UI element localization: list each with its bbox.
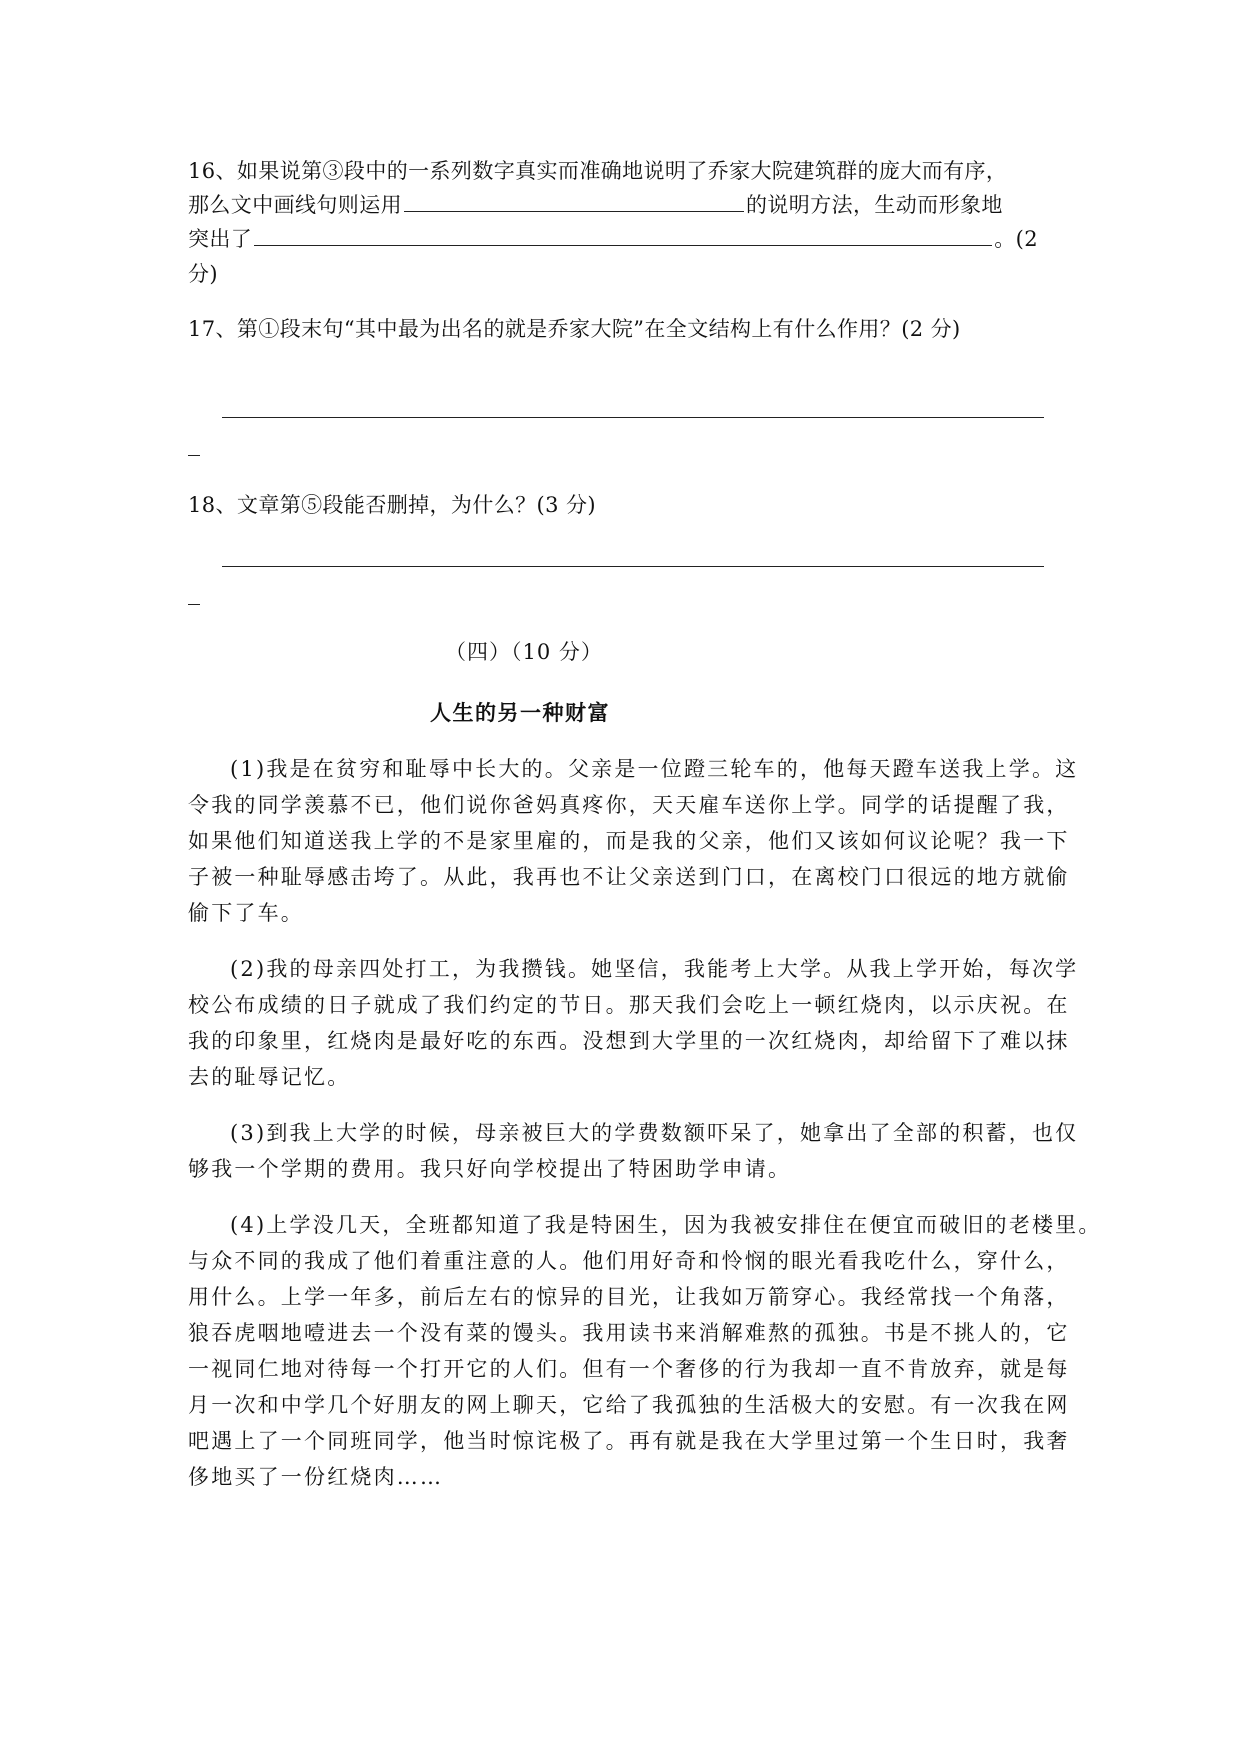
paragraph-2-line-3: 我的印象里，红烧肉是最好吃的东西。没想到大学里的一次红烧肉，却给留下了难以抹 bbox=[188, 1029, 1070, 1053]
q16-line-3 bbox=[188, 222, 1038, 256]
paragraph-4-line-3: 用什么。上学一年多，前后左右的惊异的目光，让我如万箭穿心。我经常找一个角落， bbox=[188, 1285, 1070, 1309]
paragraph-4-line-7: 吧遇上了一个同班同学，他当时惊诧极了。再有就是我在大学里过第一个生日时，我奢 bbox=[188, 1429, 1070, 1453]
paragraph-1-line-1: (1)我是在贫穷和耻辱中长大的。父亲是一位蹬三轮车的，他每天蹬车送我上学。这 bbox=[230, 757, 1079, 781]
paragraph-3-line-1: (3)到我上大学的时候，母亲被巨大的学费数额吓呆了，她拿出了全部的积蓄，也仅 bbox=[230, 1121, 1079, 1145]
paragraph-4-line-4: 狼吞虎咽地噎进去一个没有菜的馒头。我用读书来消解难熬的孤独。书是不挑人的，它 bbox=[188, 1321, 1070, 1345]
paragraph-4-line-2: 与众不同的我成了他们着重注意的人。他们用好奇和怜悯的眼光看我吃什么，穿什么， bbox=[188, 1249, 1070, 1273]
q16-line-2-pre: 那么文中画线句则运用 bbox=[188, 193, 402, 217]
q16-line-1: 16、如果说第③段中的一系列数字真实而准确地说明了乔家大院建筑群的庞大而有序， bbox=[188, 159, 1008, 183]
q18-answer-line-end bbox=[188, 604, 200, 605]
q17-answer-line-end bbox=[188, 455, 200, 456]
paragraph-3-line-2: 够我一个学期的费用。我只好向学校提出了特困助学申请。 bbox=[188, 1157, 792, 1181]
q16-line-2 bbox=[188, 188, 1003, 222]
q16-line-3-post: 。(2 bbox=[994, 227, 1038, 251]
q16-line-4: 分) bbox=[188, 262, 218, 286]
article-title: 人生的另一种财富 bbox=[430, 701, 610, 725]
q17-text: 17、第①段末句“其中最为出名的就是乔家大院”在全文结构上有什么作用？(2 分) bbox=[188, 317, 961, 341]
paragraph-2-line-4: 去的耻辱记忆。 bbox=[188, 1065, 351, 1089]
section-heading: （四）（10 分） bbox=[445, 640, 603, 664]
q17-answer-line[interactable] bbox=[222, 417, 1044, 418]
paragraph-4-line-5: 一视同仁地对待每一个打开它的人们。但有一个奢侈的行为我却一直不肯放弃，就是每 bbox=[188, 1357, 1070, 1381]
paragraph-1-line-4: 子被一种耻辱感击垮了。从此，我再也不让父亲送到门口，在离校门口很远的地方就偷 bbox=[188, 865, 1070, 889]
paragraph-1-line-5: 偷下了车。 bbox=[188, 901, 304, 925]
paragraph-4-line-8: 侈地买了一份红烧肉…… bbox=[188, 1465, 444, 1489]
q18-answer-line[interactable] bbox=[222, 566, 1044, 567]
paragraph-4-line-1: (4)上学没几天，全班都知道了我是特困生，因为我被安排住在便宜而破旧的老楼里。 bbox=[230, 1213, 1102, 1237]
q18-text: 18、文章第⑤段能否删掉，为什么？(3 分) bbox=[188, 493, 596, 517]
paragraph-1-line-2: 令我的同学羡慕不已，他们说你爸妈真疼你，天天雇车送你上学。同学的话提醒了我， bbox=[188, 793, 1070, 817]
paragraph-2-line-2: 校公布成绩的日子就成了我们约定的节日。那天我们会吃上一顿红烧肉，以示庆祝。在 bbox=[188, 993, 1070, 1017]
q16-line-2-post: 的说明方法，生动而形象地 bbox=[746, 193, 1003, 217]
paragraph-2-line-1: (2)我的母亲四处打工，为我攒钱。她坚信，我能考上大学。从我上学开始，每次学 bbox=[230, 957, 1079, 981]
paragraph-4-line-6: 月一次和中学几个好朋友的网上聊天，它给了我孤独的生活极大的安慰。有一次我在网 bbox=[188, 1393, 1070, 1417]
q16-answer-blank-effect[interactable] bbox=[254, 223, 992, 246]
q16-line-3-pre: 突出了 bbox=[188, 227, 253, 251]
q16-answer-blank-method[interactable] bbox=[404, 189, 744, 212]
paragraph-1-line-3: 如果他们知道送我上学的不是家里雇的，而是我的父亲，他们又该如何议论呢？我一下 bbox=[188, 829, 1070, 853]
